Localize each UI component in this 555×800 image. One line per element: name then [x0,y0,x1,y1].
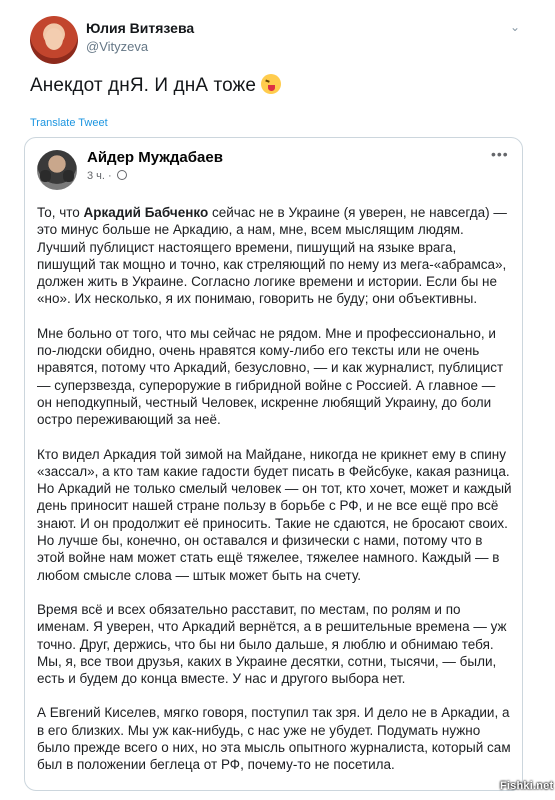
post-meta [87,170,127,182]
post-paragraph: То, что Аркадий Бабченко сейчас не в Украине (я уверен, не навсегда) — это минус больше не Аркадию, а нам, мне, всем мыслящим людям. Лучший публицист настоящего времени, пишущий на языке врага, пишущий так мощно и точно, как стреляющий по нему из мега-«абрамса», должен жить в Украине. Согласно логике времени и истории. Если бы не «но». Их несколько, я их понимаю, говорить не буду; они объективны. [37,205,507,307]
embedded-post-screenshot[interactable] [24,137,523,791]
post-paragraph: А Евгений Киселев, мягко говоря, поступил так зря. И дело не в Аркадии, а в его близких. Мы уж как-нибудь, с нас уже не убудет. Подумать нужно было прежде всего о них, но эта мысль опытного журналиста, который сам был в положении беглеца от РФ, почему-то не посетила. [37,705,511,773]
post-author-avatar [37,150,77,190]
post-paragraph: Время всё и всех обязательно расставит, по местам, по ролям и по именам. Я уверен, что Аркадий вернётся, а в решительные времена — уж точно. Друг, держись, что бы ни было дальше, я люблю и обнимаю тебя. Мы, я, все твои друзья, каких в Украине десятки, сотни, тысячи, — были, есть и будем до конца вместе. У нас и другого выбора нет. [37,601,507,687]
more-options-icon: ••• [491,146,509,162]
post-paragraph: Мне больно от того, что мы сейчас не рядом. Мне и профессионально, и по-людски обидно, очень нравятся кому-либо его тексты или не очень нравятся, потому что Аркадий, безусловно, — и как журналист, публицист — суперзвезда, супероружие в гибридной войне с Россией. А главное — он неподкупный, честный Человек, искренне любящий Украину, до боли остро переживающий за неё. [37,325,504,428]
author-avatar[interactable] [30,16,78,64]
post-paragraph: Кто видел Аркадия той зимой на Майдане, никогда не крикнет ему в спину «зассал», а кто там какие гадости будет писать в Фейсбуке, какая разница. Но Аркадий не только смелый человек — он тот, кто хочет, может и каждый день приносит нашей стране пользу в борьбе с РФ, и не все ещё про всё знают. И он продолжит её приносить. Такие не сдаются, не бросают своих. Но лучше бы, конечно, он оставался и физически с нами, потому что в этой войне нам может стать ещё тяжелее, тяжелее намного. Каждый — в любом смысле слова — штык может быть на счету. [37,446,512,583]
tweet-text-content: Анекдот днЯ. И днА тоже [30,75,257,96]
watermark: Fishki.net [500,780,554,792]
translate-tweet-link[interactable]: Translate Tweet [30,117,108,129]
globe-icon [117,170,127,180]
author-handle[interactable]: @Vityzeva [86,39,149,54]
author-name[interactable]: Юлия Витязева [86,20,195,36]
tweet-text [30,74,281,97]
chevron-down-icon[interactable]: ⌄ [509,20,521,34]
squinting-face-with-tongue-icon [261,74,281,94]
post-body [37,204,513,791]
post-time: 3 ч. · [87,170,112,182]
mention-name: Аркадий Бабченко [83,205,209,220]
post-author-name: Айдер Муждабаев [87,149,223,166]
